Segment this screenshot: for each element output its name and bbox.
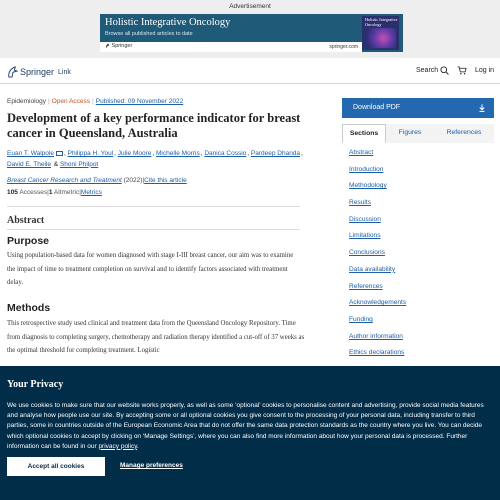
logo-brand-text: Springer — [20, 67, 55, 77]
altmetric-count: 1 — [48, 189, 53, 196]
privacy-title: Your Privacy — [7, 379, 64, 390]
advertisement-banner[interactable] — [100, 14, 403, 52]
author-link[interactable]: Shoni Philpot — [59, 160, 99, 168]
section-link-results[interactable]: Results — [349, 199, 371, 207]
download-icon — [479, 104, 485, 112]
article-title: Development of a key performance indicator for breast cancer in Queensland, Australia — [7, 111, 301, 140]
mail-icon[interactable] — [56, 151, 63, 156]
author-link[interactable]: Danica Cossio — [204, 150, 247, 157]
journal-citation: Breast Cancer Research and Treatment (2022)|Cite this article — [7, 177, 187, 184]
advertisement-strip — [0, 0, 500, 58]
section-link-acknowledgements[interactable]: Acknowledgements — [349, 299, 407, 307]
author-link[interactable]: David E. Theile — [7, 160, 51, 168]
journal-link[interactable]: Breast Cancer Research and Treatment — [7, 177, 122, 184]
search-link[interactable]: Search — [416, 67, 439, 74]
manage-preferences-button[interactable]: Manage preferences — [120, 462, 183, 469]
author-link[interactable]: Pardeep Dhanda — [250, 150, 301, 157]
sidebar-tabs — [342, 124, 494, 143]
article-meta: Epidemiology | Open Access | Published: 09 November 2022 — [7, 98, 184, 105]
purpose-heading: Purpose — [7, 235, 50, 247]
methods-text: This retrospective study used clinical and treatment data from the Queensland Oncology Repository. Time from diagnosis to completing surgery, chemotherapy and radiation therapy identified a cut-off of 37 weeks as the optimal threshold for completing treatment. Logistic — [7, 320, 305, 354]
author-link[interactable]: Euan T. Walpole — [7, 150, 54, 157]
author-list: Euan T. Walpole , Philippa H. Youl, Julie Moore, Michelle Morris, Danica Cossio, Pardeep Dhanda, David E. Theile & Shoni Philpot — [7, 150, 303, 168]
purpose-text: Using population-based data for women diagnosed with stage I-III breast cancer, our aim was to examine the impact of time to treatment completion on survival and to identify factors associated with treatment delay. — [7, 252, 294, 286]
methods-heading: Methods — [7, 302, 51, 314]
search-icon[interactable] — [440, 66, 449, 75]
download-pdf-button[interactable] — [342, 98, 494, 118]
ad-cover-title: Holistic Integrative Oncology — [365, 17, 398, 27]
ad-footer — [100, 42, 362, 52]
accept-cookies-button[interactable]: Accept all cookies — [7, 457, 105, 476]
section-link-author-information[interactable]: Author information — [349, 332, 403, 340]
tab-figures[interactable]: Figures — [386, 124, 434, 143]
advertisement-label: Advertisement — [229, 3, 271, 10]
accesses-label: Accesses — [19, 189, 48, 196]
divider — [7, 229, 300, 230]
article-category: Epidemiology — [7, 98, 47, 105]
section-link-funding[interactable]: Funding — [349, 315, 373, 323]
springer-horse-icon — [105, 43, 110, 48]
privacy-policy-link[interactable]: privacy policy — [98, 442, 137, 450]
author-link[interactable]: Julie Moore — [117, 150, 152, 157]
section-link-data-availability[interactable]: Data availability — [349, 265, 396, 273]
ad-cover-art — [364, 28, 396, 48]
download-pdf-label: Download PDF — [353, 104, 401, 111]
publication-year: (2022) — [123, 177, 143, 184]
article-metrics: 105 Accesses|1 Altmetric|Metrics — [7, 189, 102, 196]
privacy-text: We use cookies to make sure that our website works properly, as well as some ‘optional’ cookies to personalise content and advertising, provide social media features and analyse how people use our site. By accepting some or all optional cookies you give consent to the processing of your personal data, including transfer to third parties, some in countries outside of the European Economic Area that do not offer the same data protection standards as the country where you live. You can decide which optional cookies to accept by clicking on ‘Manage Settings’, where you can also find more information about how your personal data is processed. Further information can be found in our privacy policy. — [7, 402, 484, 450]
section-link-methodology[interactable]: Methodology — [349, 182, 387, 190]
abstract-heading: Abstract — [7, 215, 45, 226]
cart-icon[interactable] — [457, 66, 467, 75]
springer-horse-icon — [7, 66, 18, 78]
section-link-ethics-declarations[interactable]: Ethics declarations — [349, 349, 405, 357]
privacy-banner — [0, 366, 500, 500]
tab-references[interactable]: References — [434, 124, 494, 143]
login-link[interactable]: Log in — [475, 67, 495, 74]
open-access-badge[interactable]: Open Access — [51, 98, 91, 105]
author-link[interactable]: Philippa H. Youl — [67, 150, 114, 157]
author-link[interactable]: Michelle Morris — [156, 150, 200, 157]
tab-sections[interactable]: Sections — [342, 124, 386, 143]
altmetric-label: Altmetric — [53, 189, 80, 196]
author-joiner: & — [53, 160, 59, 168]
ad-journal-cover — [362, 16, 399, 50]
section-link-limitations[interactable]: Limitations — [349, 232, 381, 240]
logo-suffix-text: Link — [58, 68, 71, 76]
ad-url: springer.com — [329, 43, 358, 50]
privacy-body: We use cookies to make sure that our website works properly, as well as some ‘optional’ cookies to personalise content and advertising, provide social media features and analyse how people use our site. By accepting some or all optional cookies you give consent to the processing of your personal data, including transfer to third parties, some in countries outside of the European Economic Area that do not offer the same data protection standards as the country where you live. You can decide which optional cookies to accept by clicking on ‘Manage Settings’, where you can also find more information about how your personal data is processed. Further information can be found in our — [7, 402, 484, 450]
cite-link[interactable]: Cite this article — [144, 177, 187, 184]
accesses-count: 105 — [7, 189, 18, 196]
section-link-introduction[interactable]: Introduction — [349, 165, 384, 173]
divider — [7, 206, 300, 207]
site-header — [0, 58, 500, 84]
springer-link-logo[interactable] — [7, 65, 71, 79]
section-link-abstract[interactable]: Abstract — [349, 149, 374, 156]
section-link-conclusions[interactable]: Conclusions — [349, 249, 385, 257]
ad-springer-brand: Springer — [105, 43, 132, 49]
section-link-discussion[interactable]: Discussion — [349, 215, 381, 223]
metrics-link[interactable]: Metrics — [80, 189, 102, 196]
ad-subtitle: Browse all published articles to date — [105, 31, 193, 37]
section-nav — [349, 149, 406, 366]
section-link-references[interactable]: References — [349, 282, 383, 290]
published-date[interactable]: Published: 09 November 2022 — [95, 98, 184, 105]
ad-title: Holistic Integrative Oncology — [105, 17, 231, 28]
